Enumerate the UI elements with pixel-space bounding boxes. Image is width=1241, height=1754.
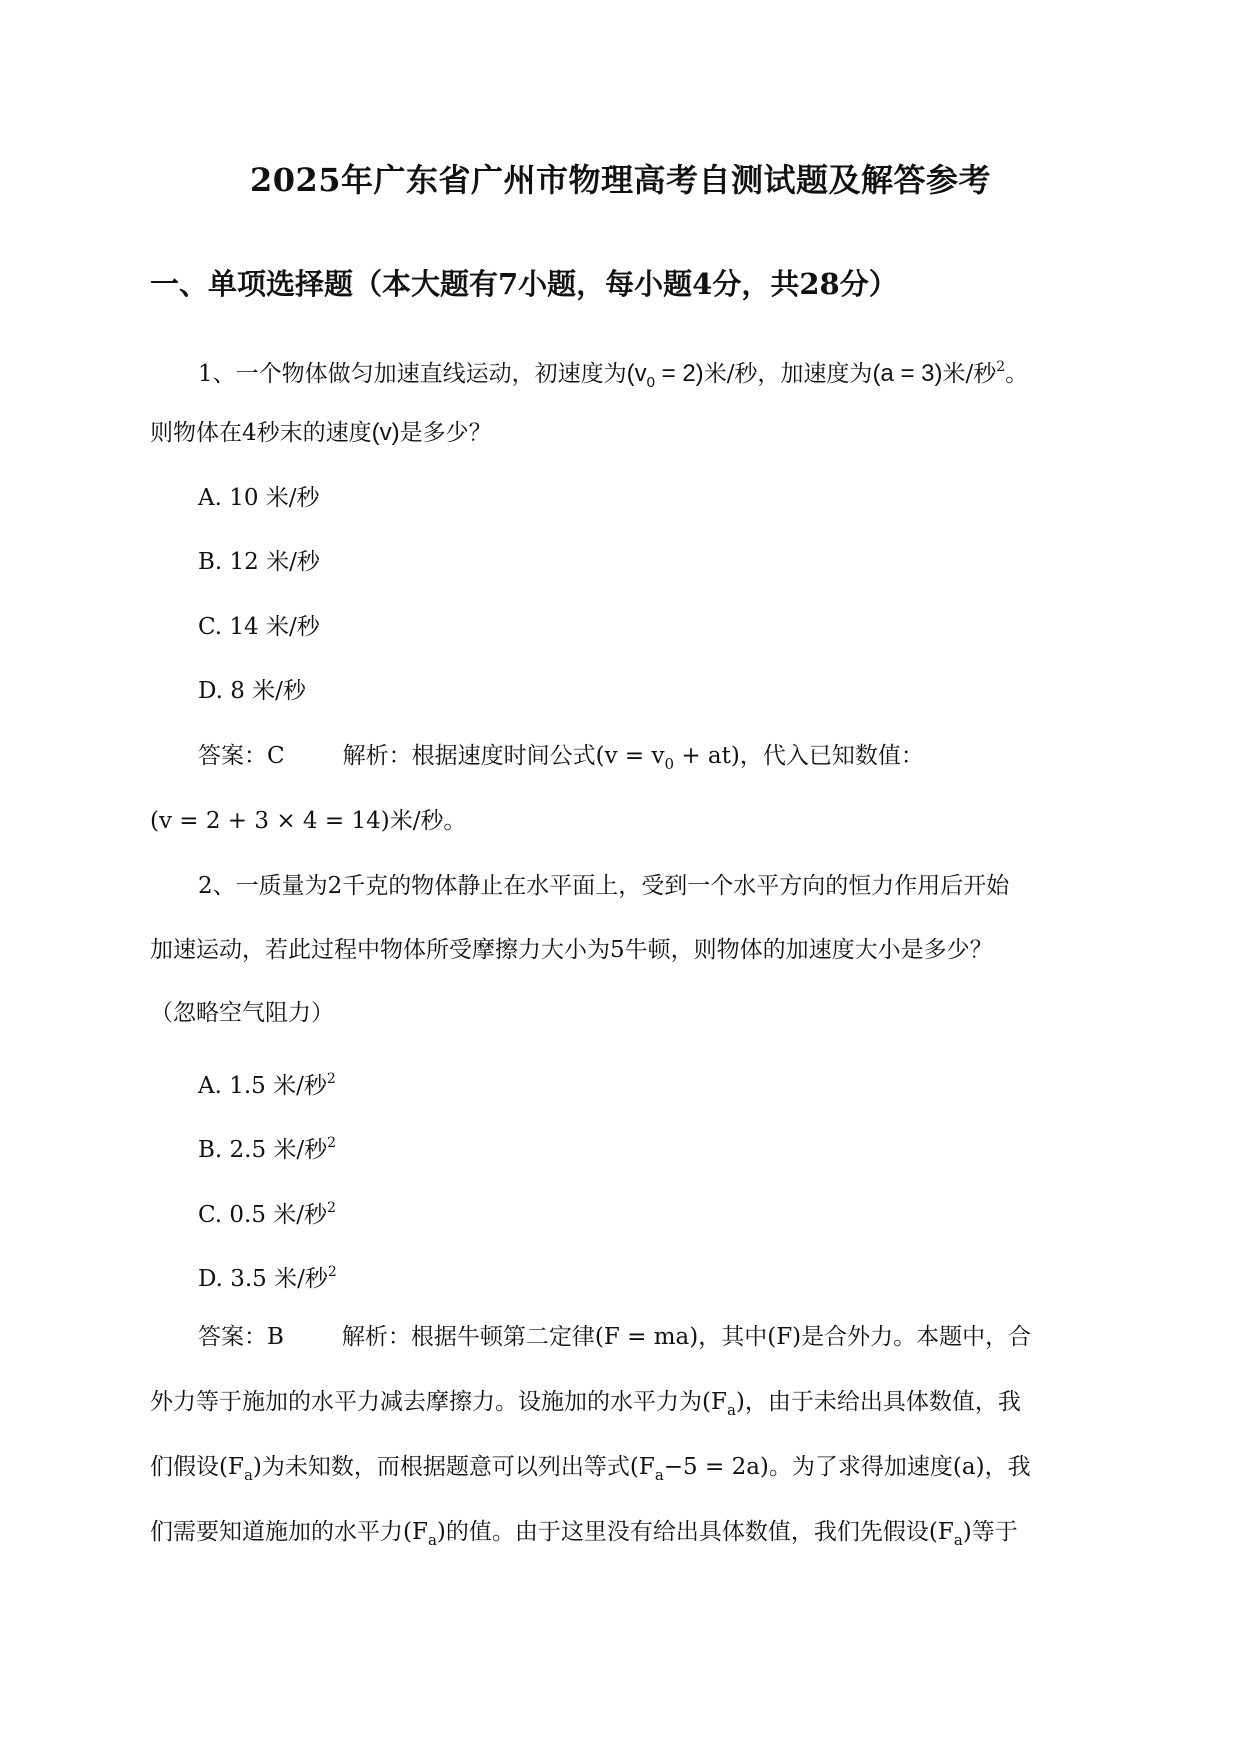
formula-calc: (v = 2 + 3 × 4 = 14): [150, 808, 390, 834]
formula-equation: $(F_a-5 = 2a)$: [629, 1454, 769, 1484]
q2-stem-line-1: 2、一质量为2千克的物体静止在水平面上，受到一个水平方向的恒力作用后开始: [198, 873, 1010, 899]
q1-stem-line-1: 1、一个物体做匀加速直线运动，初速度为$(v_0 = 2)$米/秒，加速度为(a = 3)米/秒$^2$。: [198, 359, 1029, 391]
q1-option-b: B. 12 米/秒: [198, 549, 320, 575]
q1-stem-line-2: 则物体在4秒末的速度(v)是多少？: [150, 419, 492, 446]
q2-answer-line: 答案：B 解析：根据牛顿第二定律(F = ma)，其中(F)是合外力。本题中，合: [198, 1324, 1032, 1350]
q2-explanation-line-3: 们假设$(F_a)$为未知数，而根据题意可以列出等式$(F_a-5 = 2a)$。为了求得加速度(a)，我: [150, 1454, 1031, 1484]
q2-option-d: D. 3.5 米/秒$^2$: [198, 1264, 337, 1292]
q1-answer-line: 答案：C 解析：根据速度时间公式$(v = v_0 + at)$，代入已知数值：: [198, 743, 924, 773]
formula-velocity-time: $(v = v_0 + at)$: [595, 743, 740, 773]
q1-option-a: A. 10 米/秒: [198, 485, 320, 511]
q2-option-a: A. 1.5 米/秒$^2$: [198, 1071, 336, 1099]
q2-stem-line-2: 加速运动，若此过程中物体所受摩擦力大小为5牛顿，则物体的加速度大小是多少？: [150, 937, 993, 963]
q2-option-c: C. 0.5 米/秒$^2$: [198, 1200, 336, 1228]
document-title: 2025年广东省广州市物理高考自测试题及解答参考: [249, 161, 992, 199]
q1-option-d: D. 8 米/秒: [198, 678, 306, 704]
section-heading: 一、单项选择题（本大题有7小题，每小题4分，共28分）: [150, 267, 898, 301]
formula-a: (a = 3): [872, 360, 943, 387]
formula-newton: (F = ma): [594, 1324, 699, 1350]
q2-answer: 答案：B: [198, 1324, 284, 1350]
q1-option-c: C. 14 米/秒: [198, 614, 320, 640]
formula-v: (v): [371, 419, 400, 446]
q1-answer: 答案：C: [198, 743, 285, 769]
q2-explanation-line-4: 们需要知道施加的水平力$(F_a)$的值。由于这里没有给出具体数值，我们先假设$(F_a)$等于: [150, 1519, 1018, 1549]
q2-explanation-line-2: 外力等于施加的水平力减去摩擦力。设施加的水平力为$(F_a)$，由于未给出具体数值，我: [150, 1389, 1021, 1419]
q2-option-b: B. 2.5 米/秒$^2$: [198, 1135, 337, 1163]
formula-v0: $(v_0 = 2)$: [626, 360, 704, 391]
q2-stem-line-3: （忽略空气阻力）: [150, 1000, 334, 1026]
q1-explanation-line-2: (v = 2 + 3 × 4 = 14)米/秒。: [150, 808, 467, 834]
